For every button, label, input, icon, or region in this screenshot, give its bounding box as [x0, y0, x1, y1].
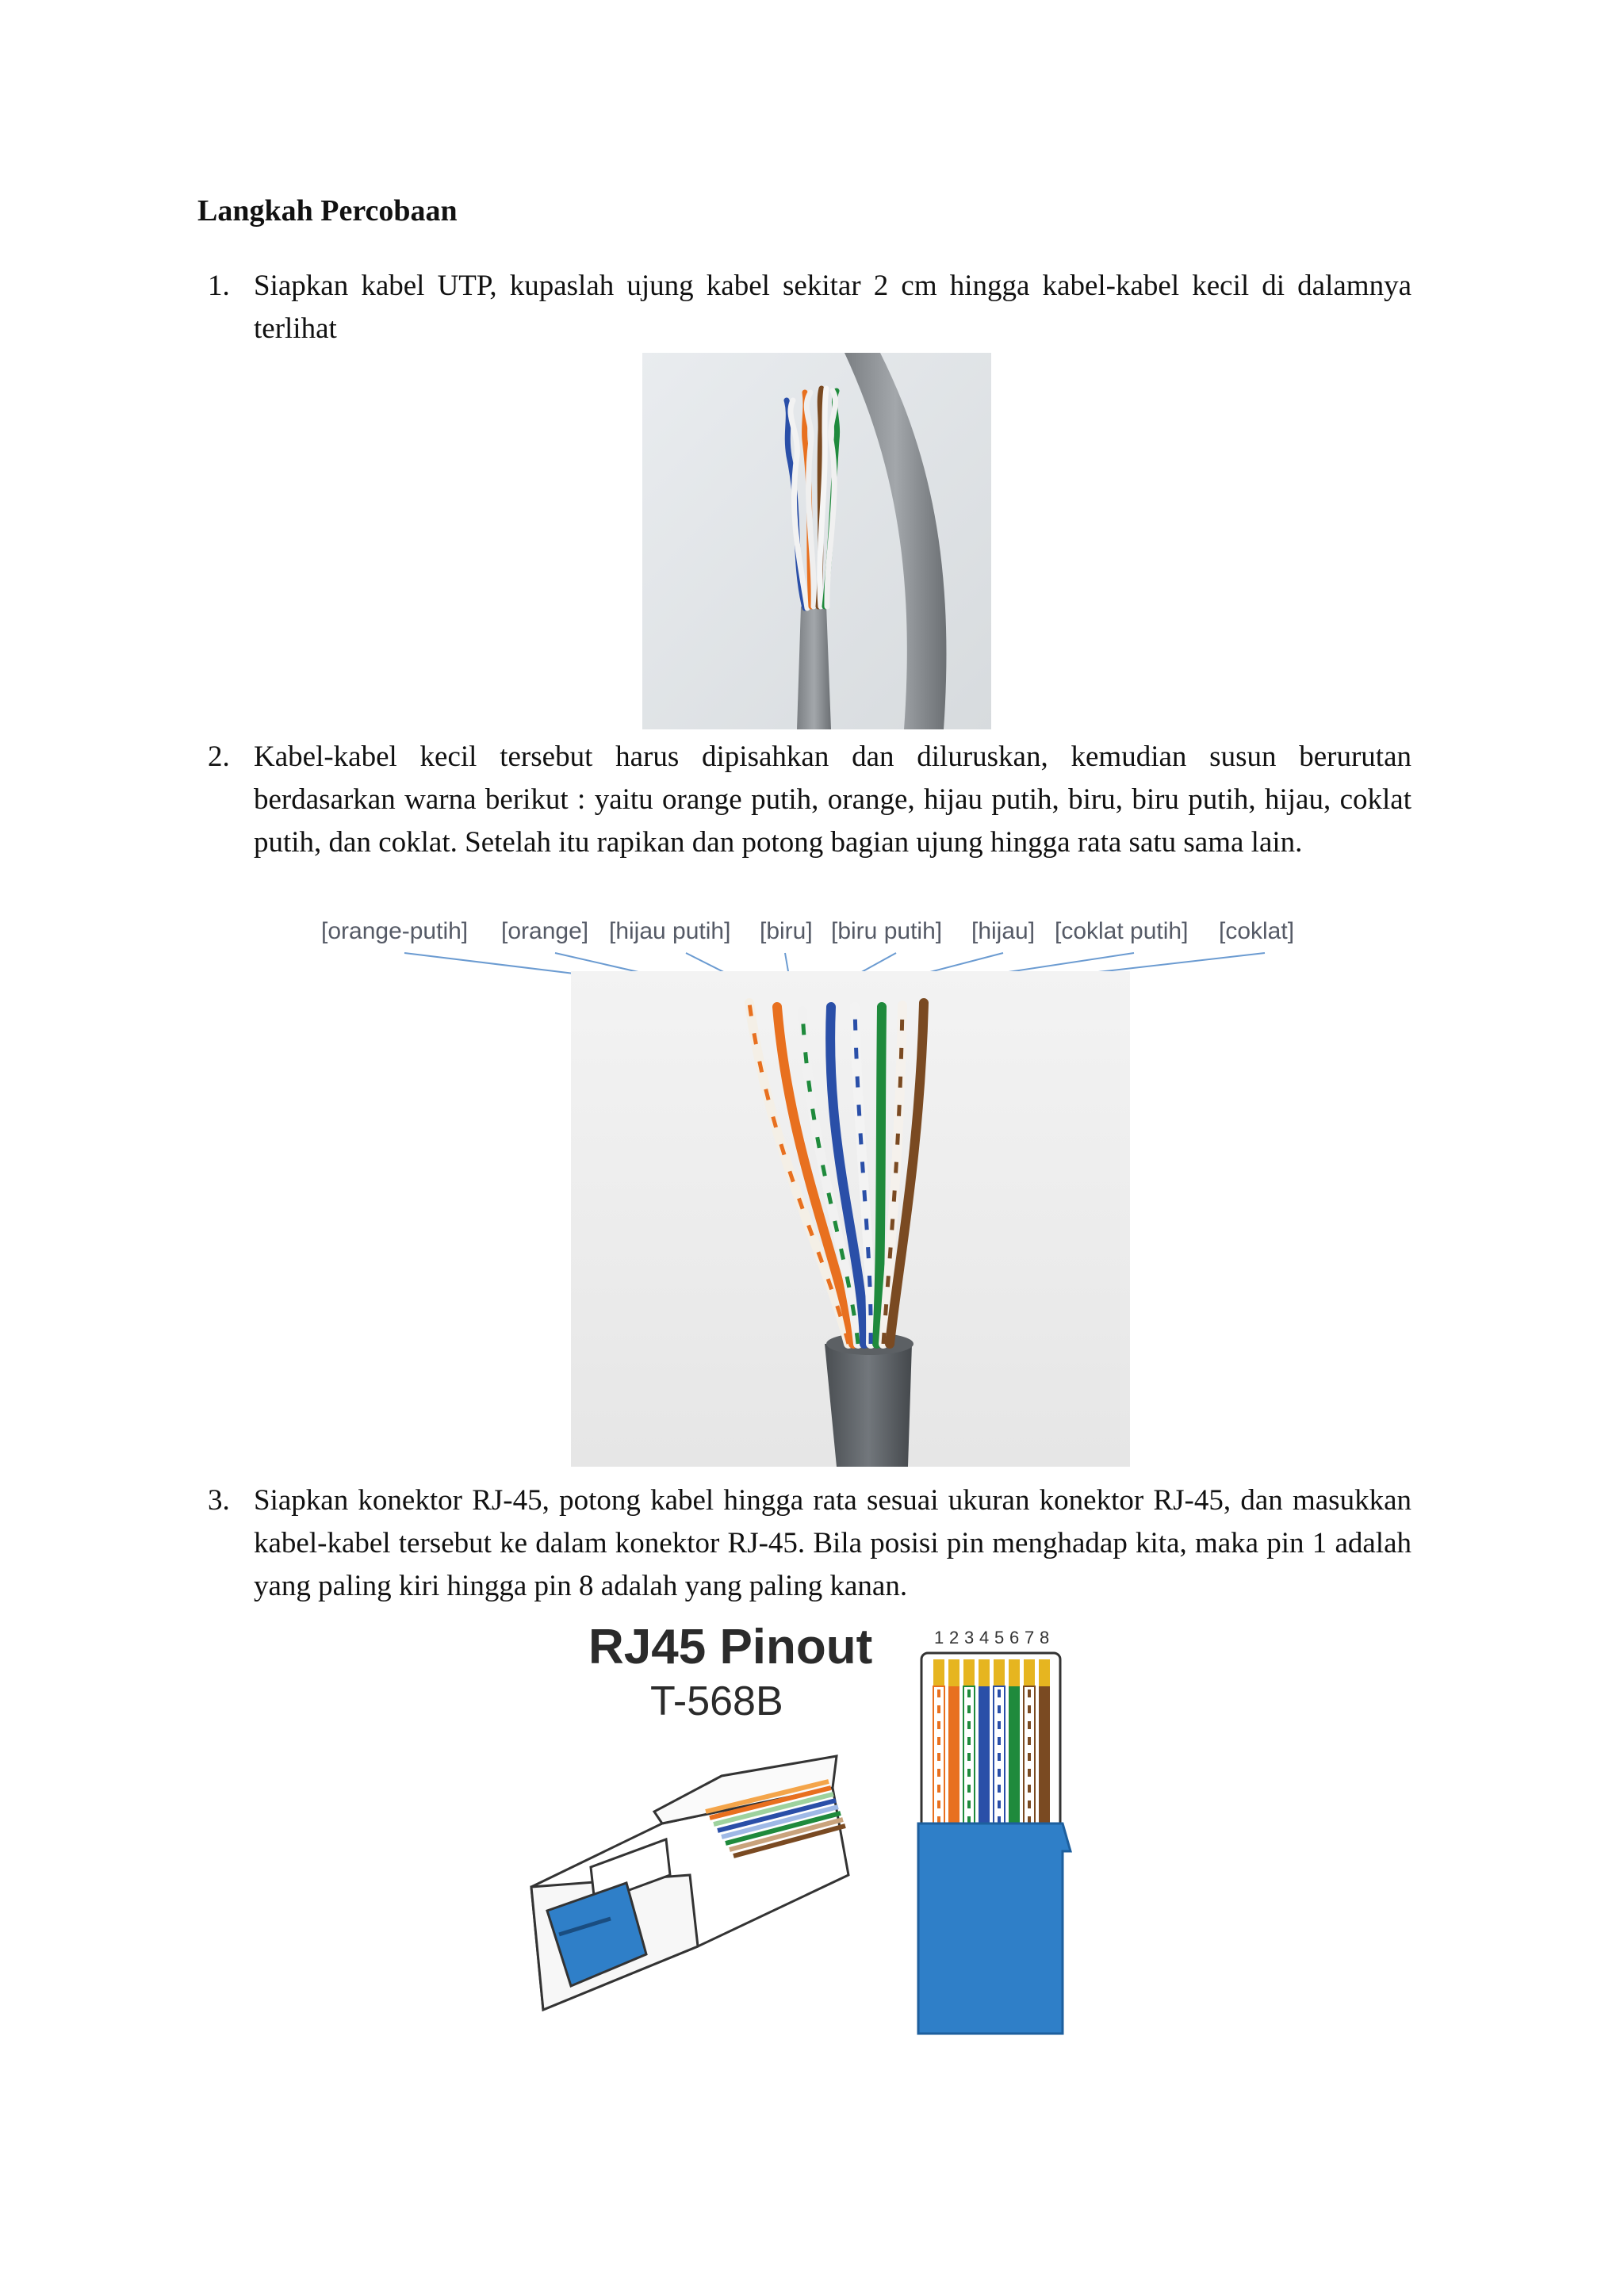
step-number: 2. — [208, 740, 230, 773]
pin-number: 5 — [994, 1628, 1005, 1647]
pin-number: 3 — [964, 1628, 975, 1647]
wire-label: [orange] — [501, 918, 589, 944]
pinout-subtitle: T-568B — [650, 1678, 783, 1724]
pin-number: 8 — [1040, 1628, 1050, 1647]
wire-label: [hijau] — [971, 918, 1036, 944]
pin-number: 4 — [979, 1628, 990, 1647]
wire-order-figure — [317, 912, 1316, 1467]
section-heading: Langkah Percobaan — [197, 194, 458, 228]
step-number: 3. — [208, 1484, 230, 1517]
wire-label: [biru] — [760, 918, 813, 944]
step-text: Kabel-kabel kecil tersebut harus dipisahkan dan diluruskan, kemudian susun berurutan berdasarkan warna berikut : yaitu orange putih, orange, hijau putih, biru, biru putih, hijau, coklat putih, dan coklat. Setelah itu rapikan dan potong bagian ujung hingga rata satu sama lain. — [254, 740, 1411, 859]
pin-number: 6 — [1009, 1628, 1020, 1647]
connector-front-view — [918, 1628, 1071, 2034]
step-text: Siapkan konektor RJ-45, potong kabel hingga rata sesuai ukuran konektor RJ-45, dan masukkan kabel-kabel tersebut ke dalam konektor RJ-45. Bila posisi pin menghadap kita, maka pin 1 adalah yang paling kiri hingga pin 8 adalah yang paling kanan. — [254, 1484, 1411, 1602]
wire-label: [hijau putih] — [609, 918, 731, 944]
pinout-title: RJ45 Pinout — [588, 1620, 873, 1674]
wire-label: [coklat] — [1219, 918, 1295, 944]
pin-number: 7 — [1025, 1628, 1035, 1647]
pin-number: 1 — [934, 1628, 944, 1647]
wire-label: [biru putih] — [831, 918, 943, 944]
step-number: 1. — [208, 270, 230, 302]
pin-number: 2 — [949, 1628, 959, 1647]
step-text: Siapkan kabel UTP, kupaslah ujung kabel sekitar 2 cm hingga kabel-kabel kecil di dalamnya terlihat — [254, 270, 1411, 345]
wire-label: [coklat putih] — [1055, 918, 1189, 944]
wire-label: [orange-putih] — [321, 918, 469, 944]
stripped-cable-photo — [642, 353, 991, 729]
rj45-pinout-figure — [515, 1613, 1134, 2042]
